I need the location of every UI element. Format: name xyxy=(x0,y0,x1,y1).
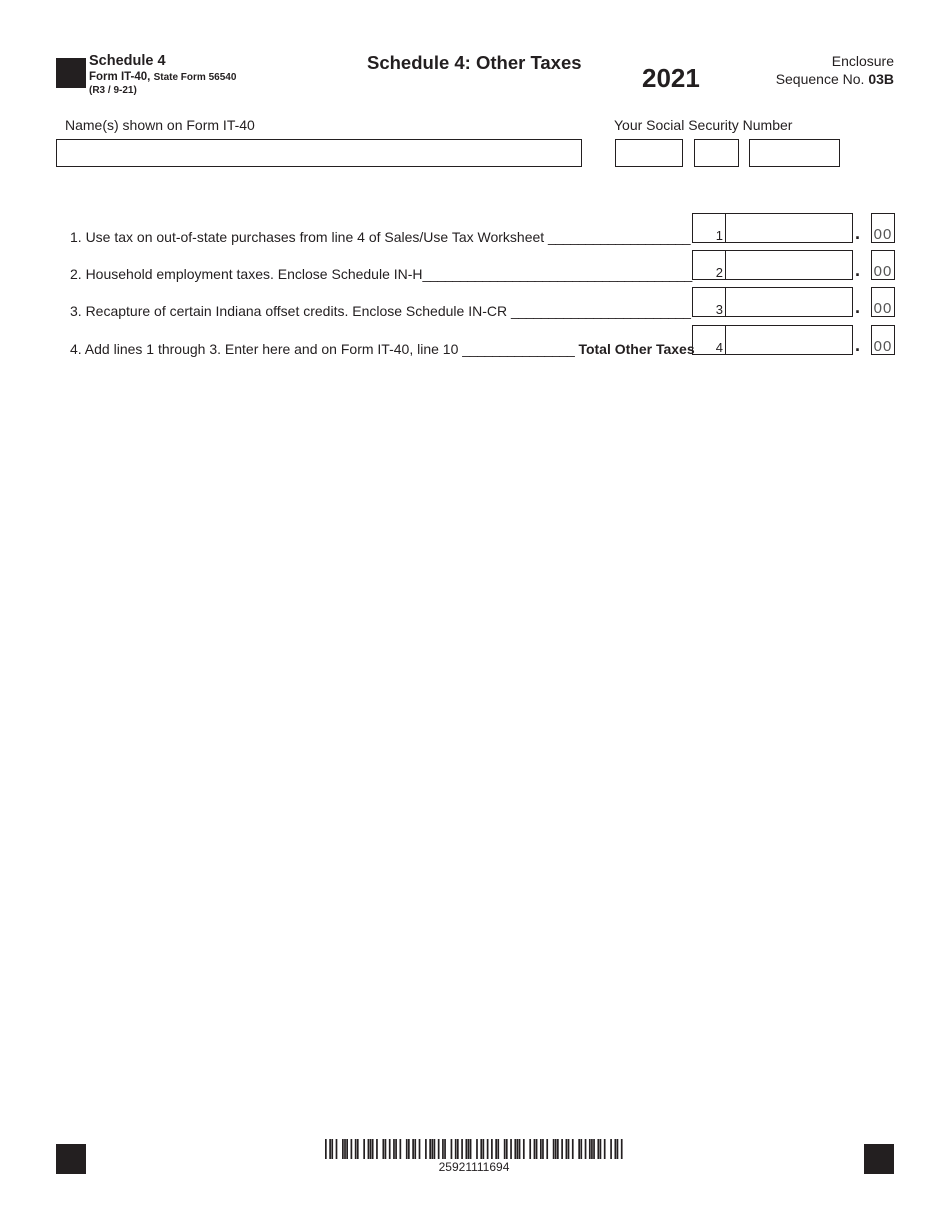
ssn-field-part-3[interactable] xyxy=(749,139,840,167)
line-4-label: 4. Add lines 1 through 3. Enter here and on Form IT-40, line 10 xyxy=(70,341,459,357)
barcode-bar xyxy=(572,1139,574,1159)
total-other-taxes-label: Total Other Taxes xyxy=(578,341,695,357)
name-field[interactable] xyxy=(56,139,582,167)
barcode-bar xyxy=(495,1139,497,1159)
line-3-amount-field[interactable] xyxy=(725,287,853,317)
line-4-leader: _______________ xyxy=(462,341,575,357)
ssn-field-part-2[interactable] xyxy=(694,139,739,167)
line-2-amount-box xyxy=(692,250,895,282)
line-1-cents: 00 xyxy=(871,213,895,243)
enclosure-label: Enclosure xyxy=(831,53,894,69)
barcode-bar xyxy=(442,1139,444,1159)
barcode-bar xyxy=(331,1139,333,1159)
barcode-bar xyxy=(555,1139,557,1159)
barcode-bar xyxy=(597,1139,599,1159)
decimal-point: . xyxy=(855,223,861,243)
barcode-bar xyxy=(557,1139,559,1159)
barcode-bar xyxy=(419,1139,421,1159)
barcode-bar xyxy=(414,1139,416,1159)
barcode-bar xyxy=(329,1139,331,1159)
line-2-number: 2 xyxy=(692,250,725,280)
barcode-bar xyxy=(389,1139,391,1159)
sequence-label: Sequence No. xyxy=(775,71,865,87)
barcode-bar xyxy=(610,1139,612,1159)
decimal-point: . xyxy=(855,260,861,280)
barcode-bar xyxy=(346,1139,348,1159)
barcode-bar xyxy=(465,1139,467,1159)
sequence-number xyxy=(776,71,894,87)
decimal-point: . xyxy=(855,335,861,355)
barcode-bar xyxy=(344,1139,346,1159)
barcode-bar xyxy=(519,1139,521,1159)
line-1-amount-box xyxy=(692,213,895,245)
line-3-amount-box xyxy=(692,287,895,319)
line-3-label: 3. Recapture of certain Indiana offset credits. Enclose Schedule IN-CR xyxy=(70,303,508,319)
barcode-bar xyxy=(491,1139,493,1159)
barcode-bar xyxy=(468,1139,470,1159)
barcode-bar xyxy=(461,1139,463,1159)
barcode-bar xyxy=(385,1139,387,1159)
line-1-leader: ___________________ xyxy=(548,229,691,245)
barcode-bar xyxy=(561,1139,563,1159)
barcode-bar xyxy=(497,1139,499,1159)
tax-year: 2021 xyxy=(642,63,700,93)
barcode-bar xyxy=(400,1139,402,1159)
barcode-bar xyxy=(342,1139,344,1159)
barcode-bar xyxy=(480,1139,482,1159)
schedule-title: Schedule 4 xyxy=(89,53,166,69)
barcode-bar xyxy=(504,1139,506,1159)
barcode-bar xyxy=(568,1139,570,1159)
line-3-number: 3 xyxy=(692,287,725,317)
barcode-bar xyxy=(351,1139,353,1159)
form-number: Form IT-40, xyxy=(89,71,151,83)
line-2-cents: 00 xyxy=(871,250,895,280)
barcode-bar xyxy=(542,1139,544,1159)
barcode-bar xyxy=(425,1139,427,1159)
barcode-bar xyxy=(412,1139,414,1159)
barcode-bar xyxy=(600,1139,602,1159)
line-3-text xyxy=(70,303,691,319)
barcode-bar xyxy=(593,1139,595,1159)
line-3-cents: 00 xyxy=(871,287,895,317)
registration-mark-bottom-left xyxy=(56,1144,86,1174)
barcode-bar xyxy=(529,1139,531,1159)
ssn-field-part-1[interactable] xyxy=(615,139,683,167)
barcode-bar xyxy=(540,1139,542,1159)
line-1-number: 1 xyxy=(692,213,725,243)
barcode-bar xyxy=(434,1139,436,1159)
barcode-bar xyxy=(517,1139,519,1159)
barcode-bar xyxy=(395,1139,397,1159)
barcode-bar xyxy=(510,1139,512,1159)
barcode-bar xyxy=(476,1139,478,1159)
barcode-bar xyxy=(336,1139,338,1159)
barcode-bar xyxy=(444,1139,446,1159)
barcode-bar xyxy=(368,1139,370,1159)
line-2-amount-field[interactable] xyxy=(725,250,853,280)
barcode-bar xyxy=(534,1139,536,1159)
line-4-text xyxy=(70,341,695,357)
line-4-cents: 00 xyxy=(871,325,895,355)
barcode-bar xyxy=(589,1139,591,1159)
barcode-bar xyxy=(438,1139,440,1159)
barcode-bar xyxy=(429,1139,431,1159)
line-2-label: 2. Household employment taxes. Enclose Schedule IN-H xyxy=(70,266,423,282)
barcode-bar xyxy=(455,1139,457,1159)
barcode-bar xyxy=(457,1139,459,1159)
line-4-amount-box xyxy=(692,325,895,357)
barcode-bar xyxy=(357,1139,359,1159)
barcode-bar xyxy=(578,1139,580,1159)
barcode-bar xyxy=(580,1139,582,1159)
barcode-bar xyxy=(376,1139,378,1159)
barcode-bar xyxy=(585,1139,587,1159)
barcode-bar xyxy=(523,1139,525,1159)
barcode-bar xyxy=(604,1139,606,1159)
name-label: Name(s) shown on Form IT-40 xyxy=(65,117,255,133)
registration-mark-bottom-right xyxy=(864,1144,894,1174)
barcode-bar xyxy=(614,1139,616,1159)
barcode-bar xyxy=(566,1139,568,1159)
barcode-bar xyxy=(553,1139,555,1159)
line-1-amount-field[interactable] xyxy=(725,213,853,243)
form-identifier xyxy=(89,71,236,83)
barcode-bar xyxy=(617,1139,619,1159)
barcode-bar xyxy=(431,1139,433,1159)
barcode-bar xyxy=(514,1139,516,1159)
revision-label: (R3 / 9-21) xyxy=(89,85,137,96)
barcode-bar xyxy=(408,1139,410,1159)
barcode-bar xyxy=(451,1139,453,1159)
sequence-value: 03B xyxy=(868,71,894,87)
barcode-bar xyxy=(372,1139,374,1159)
barcode-bar xyxy=(325,1139,327,1159)
barcode-bar xyxy=(506,1139,508,1159)
page-title: Schedule 4: Other Taxes xyxy=(367,52,582,73)
line-4-number: 4 xyxy=(692,325,725,355)
barcode-bar xyxy=(393,1139,395,1159)
decimal-point: . xyxy=(855,297,861,317)
line-2-text xyxy=(70,266,692,282)
barcode-bar xyxy=(591,1139,593,1159)
barcode-bar xyxy=(483,1139,485,1159)
barcode-bar xyxy=(470,1139,472,1159)
line-1-text xyxy=(70,229,690,245)
barcode-bar xyxy=(621,1139,623,1159)
barcode-bar xyxy=(363,1139,365,1159)
line-1-label: 1. Use tax on out-of-state purchases from line 4 of Sales/Use Tax Worksheet xyxy=(70,229,545,245)
barcode-bar xyxy=(546,1139,548,1159)
line-4-amount-field[interactable] xyxy=(725,325,853,355)
barcode-bar xyxy=(370,1139,372,1159)
ssn-label: Your Social Security Number xyxy=(614,117,793,133)
barcode-bar xyxy=(406,1139,408,1159)
barcode-bar xyxy=(382,1139,384,1159)
barcode-bar xyxy=(536,1139,538,1159)
line-2-leader: ____________________________________ xyxy=(422,266,693,282)
barcode-number: 25921111694 xyxy=(438,1160,510,1174)
state-form-number: State Form 56540 xyxy=(153,72,237,83)
line-3-leader: ________________________ xyxy=(510,303,691,319)
barcode xyxy=(325,1139,623,1159)
barcode-bar xyxy=(487,1139,489,1159)
barcode-bar xyxy=(355,1139,357,1159)
registration-mark-top-left xyxy=(56,58,86,88)
